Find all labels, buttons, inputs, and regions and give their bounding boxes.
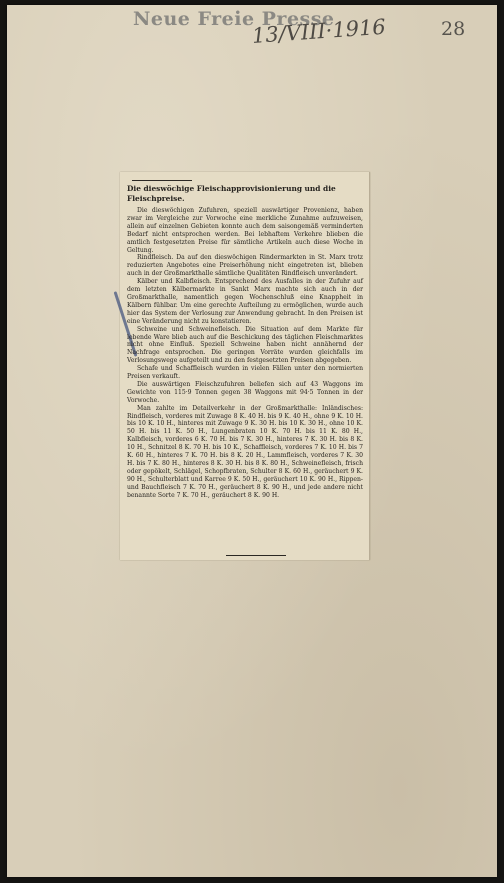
- article: [127, 184, 363, 500]
- article-paragraph-zufuhren: Die auswärtigen Fleischzufuhren beliefen sich auf 43 Waggons im Gewichte von 115·9 Tonnen gegen 38 Waggons mit 94·5 Tonnen in der Vorwoche.: [127, 380, 363, 404]
- bottom-rule: [226, 555, 286, 556]
- article-paragraph-schafe: Schafe und Schaffleisch wurden in vielen Fällen unter den normierten Preisen verkauft.: [127, 365, 363, 381]
- top-rule: [132, 180, 192, 181]
- page-number: 28: [441, 18, 466, 40]
- publication-stamp: Neue Freie Presse: [133, 8, 335, 30]
- article-paragraph-kalbfleisch: Kälber und Kalbfleisch. Entsprechend des Ausfalles in der Zufuhr auf dem letzten Kälbermarkte in Sankt Marx machte sich auch in der Großmarkthalle, namentlich gegen Wochenschluß eine Knappheit in Kälbern fühlbar. Um eine gerechte Aufteilung zu ermöglichen, wurde auch hier das System der Verlosung zur Anwendung gebracht. In den Preisen ist eine Veränderung nicht zu konstatieren.: [127, 278, 363, 325]
- article-headline: Die dieswöchige Fleischapprovisionierung und die Fleischpreise.: [127, 184, 336, 203]
- article-paragraph-intro: Die dieswöchigen Zufuhren, speziell auswärtiger Provenienz, haben zwar im Vergleiche zur Vorwoche eine merkliche Zunahme aufzuweisen, allein auf einzelnen Gebieten konnte auch dem saisongemäß verminderten Bedarf nicht entsprochen werden. Bei lebhaftem Verkehre blieben die amtlich festgesetzten Preise für sämtliche Artikeln auch diese Woche in Geltung.: [127, 207, 363, 254]
- article-paragraph-preise: Man zahlte im Detailverkehr in der Großmarkthalle: Inländisches: Rindfleisch, vorderes mit Zuwage 8 K. 40 H. bis 9 K. 40 H., ohne 9 K. 10 H. bis 10 K. 10 H., hinteres mit Zuwage 9 K. 30 H. bis 10 K. 30 H., ohne 10 K. 50 H. bis 11 K. 50 H., Lungenbraten 10 K. 70 H. bis 11 K. 80 H., Kalbfleisch, vorderes 6 K. 70 H. bis 7 K. 30 H., hinteres 7 K. 30 H. bis 8 K. 10 H., Schnitzel 8 K. 70 H. bis 10 K., Schaffleisch, vorderes 7 K. 10 H. bis 7 K. 60 H., hinteres 7 K. 70 H. bis 8 K. 20 H., Lammfleisch, vorderes 7 K. 30 H. bis 7 K. 80 H., hinteres 8 K. 30 H. bis 8 K. 80 H., Schweinefleisch, frisch oder gepökelt, Schlägel, Schopfbraten, Schulter 8 K. 60 H., geräuchert 9 K. 90 H., Schulterblatt und Karree 9 K. 50 H., geräuchert 10 K. 90 H., Rippen- und Bauchfleisch 7 K. 70 H., geräuchert 8 K. 90 H., und jede andere nicht benannte Sorte 7 K. 70 H., geräuchert 8 K. 90 H.: [127, 404, 363, 499]
- article-paragraph-rindfleisch: Rindfleisch. Da auf den dieswöchigen Rindermarkten in St. Marx trotz reduzierten Angebotes eine Preiserhöhung nicht eingetreten ist, blieben auch in der Großmarkthalle sämtliche Qualitäten Rindfleisch unverändert.: [127, 254, 363, 278]
- handwritten-date: 13/VIII·1916: [251, 14, 387, 48]
- article-paragraph-schweine: Schweine und Schweinefleisch. Die Situation auf dem Markte für lebende Ware blieb auch auf die Beschickung des täglichen Fleischmarktes nicht ohne Einfluß. Speziell Schweine haben nicht annähernd der Nachfrage entsprochen. Die geringen Vorräte wurden gleichfalls im Verlosungswege aufgeteilt und zu den festgesetzten Preisen abgegeben.: [127, 325, 363, 365]
